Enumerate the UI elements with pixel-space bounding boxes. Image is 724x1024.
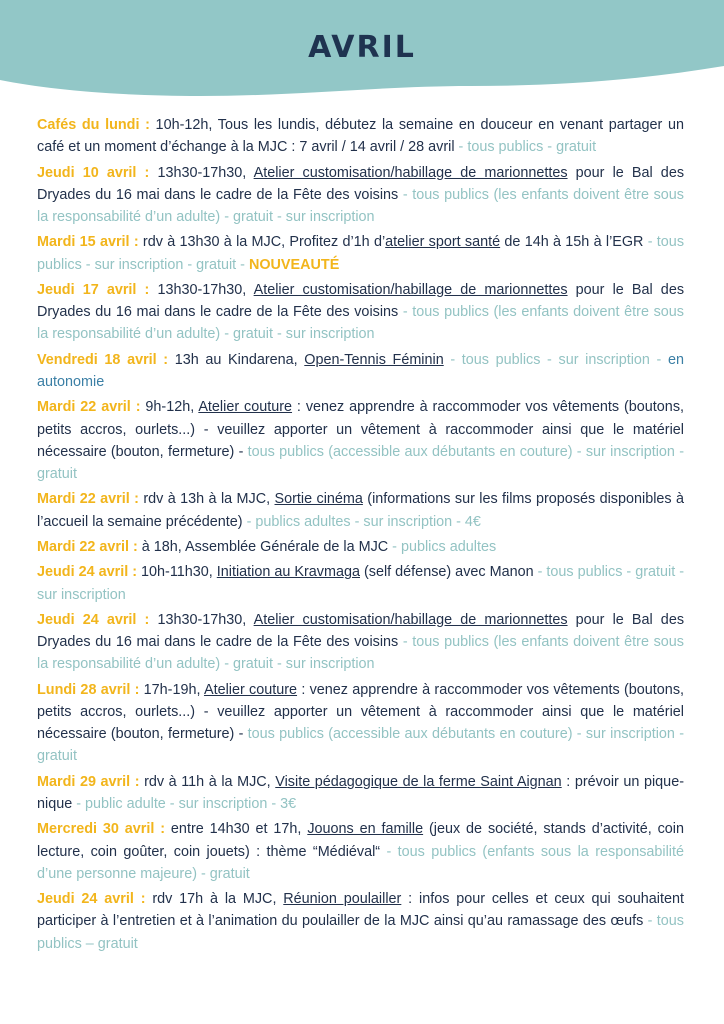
event-item: [37, 349, 684, 393]
event-date: Mardi 22 avril :: [37, 491, 139, 508]
event-date: Vendredi 18 avril :: [37, 351, 169, 368]
event-meta: - tous publics (les enfants doivent être sous la responsabilité d’un adulte) - gratuit - sur inscription: [37, 186, 684, 225]
event-text: rdv à 13h à la MJC,: [138, 491, 275, 508]
event-text: pour le Bal des Dryades du 16 mai dans le cadre de la Fête des voisins: [37, 164, 685, 203]
event-date: Mardi 22 avril :: [37, 538, 138, 555]
event-date: Mardi 29 avril :: [37, 773, 140, 790]
event-date: Jeudi 24 avril :: [37, 611, 150, 628]
event-text: : infos pour celles et ceux qui souhaitent participer à l’entretien et à l’animation du poulailler de la MJC ainsi qu’au ramassage des œufs: [37, 891, 684, 930]
event-text: 9h-12h,: [140, 399, 199, 416]
event-item: [37, 231, 684, 275]
event-meta: - public adulte - sur inscription - 3€: [72, 795, 297, 812]
event-text: rdv à 13h30 à la MJC, Profitez d’1h d’: [138, 234, 386, 251]
event-date: Jeudi 17 avril :: [37, 281, 150, 298]
event-meta: - tous publics - sur inscription -: [443, 351, 668, 368]
event-text: rdv à 11h à la MJC,: [139, 773, 276, 790]
event-activity-link[interactable]: Atelier couture: [203, 681, 298, 698]
event-text: 10h-12h, Tous les lundis, débutez la semaine en douceur en venant partager un café et un moment d’échange à la MJC : 7 avril / 14 avril / 28 avril: [37, 117, 684, 156]
event-text: pour le Bal des Dryades du 16 mai dans le cadre de la Fête des voisins: [37, 281, 685, 321]
event-meta: - tous publics (enfants sous la responsabilité d’une personne majeure) - gratuit: [37, 843, 684, 882]
event-date: Jeudi 10 avril :: [37, 164, 150, 181]
event-activity-link[interactable]: Visite pédagogique de la ferme Saint Aignan: [275, 773, 562, 790]
event-text: 13h30-17h30,: [149, 164, 254, 181]
event-date: Jeudi 24 avril :: [37, 564, 138, 581]
event-item: [37, 488, 684, 532]
event-item: [37, 609, 684, 676]
event-activity-link[interactable]: atelier sport santé: [385, 234, 501, 251]
event-list: [37, 114, 684, 958]
event-text: pour le Bal des Dryades du 16 mai dans le cadre de la Fête des voisins: [37, 611, 685, 651]
event-text: de 14h à 15h à l’EGR: [500, 234, 644, 251]
event-activity-link[interactable]: Open-Tennis Féminin: [304, 351, 444, 368]
event-meta: - tous publics - gratuit: [454, 139, 597, 156]
new-badge: NOUVEAUTÉ: [248, 256, 340, 273]
page-title: AVRIL: [308, 30, 416, 65]
event-text: 13h30-17h30,: [149, 611, 254, 628]
event-activity-link[interactable]: Initiation au Kravmaga: [216, 564, 360, 581]
event-text: 10h-11h30,: [137, 564, 217, 581]
event-date: Jeudi 24 avril :: [37, 891, 146, 908]
event-text: rdv 17h à la MJC,: [145, 891, 284, 908]
event-text: : prévoir un pique-nique: [37, 773, 684, 812]
event-text: 13h au Kindarena,: [168, 351, 305, 368]
event-item: [37, 114, 684, 158]
event-note: en autonomie: [37, 351, 684, 390]
event-meta: - tous publics - gratuit - sur inscription: [37, 564, 684, 603]
event-activity-link[interactable]: Atelier customisation/habillage de marionnettes: [253, 611, 568, 628]
event-item: [37, 679, 684, 768]
event-item: [37, 771, 684, 815]
event-item: [37, 279, 684, 346]
event-meta: - tous publics – gratuit: [37, 913, 684, 952]
event-activity-link[interactable]: Atelier customisation/habillage de marionnettes: [253, 164, 568, 181]
event-meta: - tous publics - sur inscription - gratuit -: [37, 234, 685, 273]
event-meta: tous publics (accessible aux débutants en couture) - sur inscription - gratuit: [37, 726, 684, 765]
event-meta: tous publics (accessible aux débutants en couture) - sur inscription - gratuit: [37, 443, 684, 482]
event-text: entre 14h30 et 17h,: [165, 821, 308, 838]
event-activity-link[interactable]: Sortie cinéma: [274, 491, 363, 508]
event-text: 13h30-17h30,: [149, 281, 254, 298]
event-text: : venez apprendre à raccommoder vos vêtements (boutons, petits accros, ourlets...) - veuillez apporter un vêtement à raccommoder ainsi que le matériel nécessaire (bouton, fermeture) -: [37, 399, 685, 460]
event-date: Lundi 28 avril :: [37, 681, 140, 698]
event-date: Mardi 15 avril :: [37, 234, 139, 251]
event-item: [37, 536, 684, 558]
event-item: [37, 561, 684, 605]
header-band: [0, 0, 724, 98]
event-date: Mardi 22 avril :: [37, 399, 141, 416]
event-date: Cafés du lundi :: [37, 117, 150, 133]
event-text: à 18h, Assemblée Générale de la MJC: [137, 538, 389, 555]
event-item: [37, 888, 684, 955]
event-date: Mercredi 30 avril :: [37, 821, 166, 838]
event-text: (jeux de société, stands d’activité, coin lecture, coin goûter, coin jouets) : thème “Médiéval“: [37, 821, 684, 860]
event-item: [37, 818, 684, 885]
event-text: 17h-19h,: [139, 681, 204, 698]
event-activity-link[interactable]: Jouons en famille: [307, 821, 424, 838]
event-meta: - tous publics (les enfants doivent être sous la responsabilité d’un adulte) - gratuit - sur inscription: [37, 634, 684, 673]
event-meta: - publics adultes - sur inscription - 4€: [242, 513, 481, 530]
event-activity-link[interactable]: Atelier customisation/habillage de marionnettes: [253, 281, 568, 298]
event-item: [37, 396, 684, 485]
event-activity-link[interactable]: Atelier couture: [198, 399, 293, 416]
event-text: (informations sur les films proposés disponibles à l’accueil la semaine précédente): [37, 491, 685, 530]
event-activity-link[interactable]: Réunion poulailler: [283, 891, 402, 908]
event-meta: - publics adultes: [388, 538, 497, 555]
event-text: (self défense) avec Manon: [359, 564, 534, 581]
event-item: [37, 162, 684, 229]
event-meta: - tous publics (les enfants doivent être sous la responsabilité d’un adulte) - gratuit - sur inscription: [37, 304, 684, 343]
event-text: : venez apprendre à raccommoder vos vêtements (boutons, petits accros, ourlets...) - veuillez apporter un vêtement à raccommoder ainsi que le matériel nécessaire (bouton, fermeture) -: [37, 681, 685, 743]
